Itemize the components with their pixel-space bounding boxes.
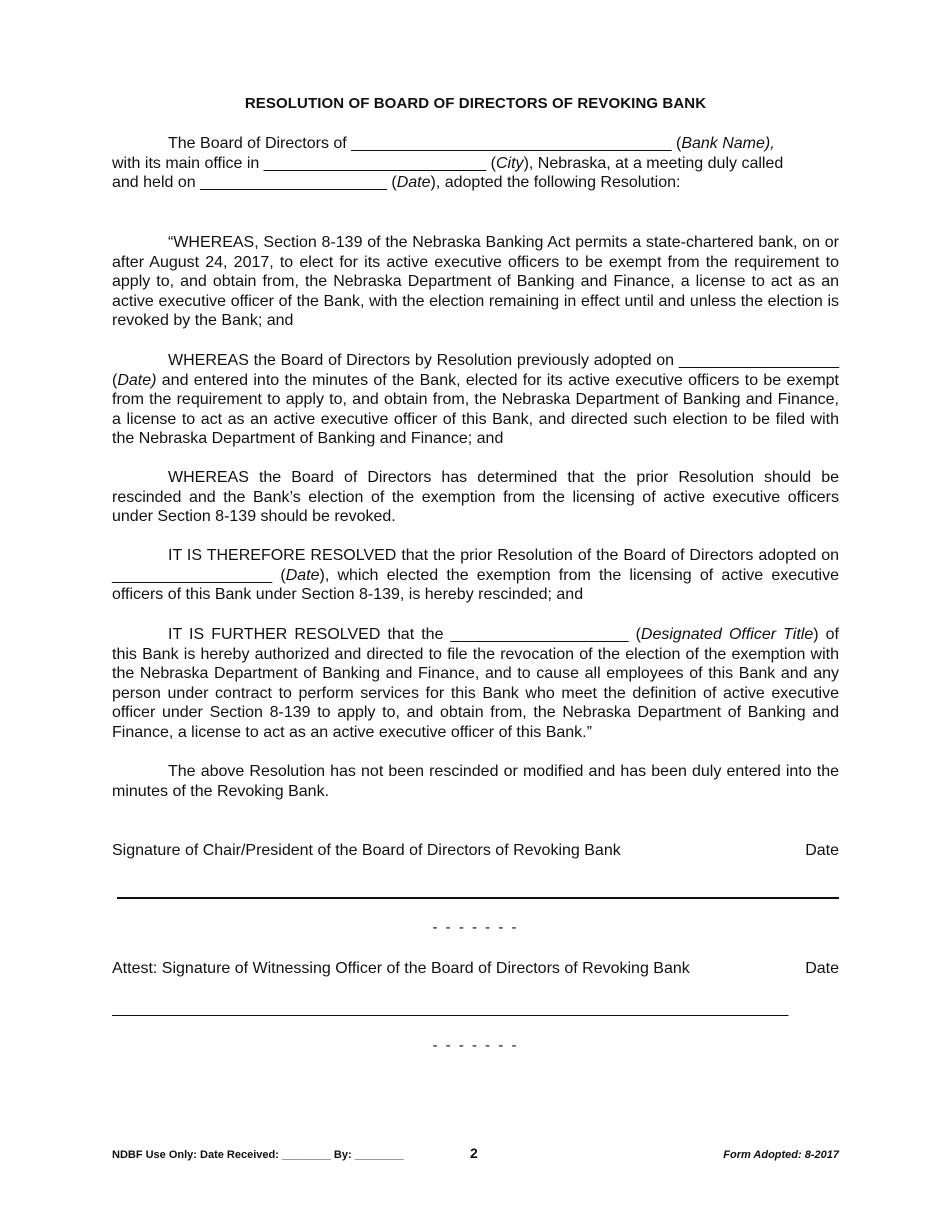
whereas-2-end: and entered into the minutes of the Bank, elected for its active executive officers to be exempt from the requirement to apply to, and obtain from, the Nebraska Department of Banking and Finance, a license to act as an active executive officer of this Bank, and directed such election to be filed with the Nebraska Department of Banking and Finance; and [112,371,839,448]
ndbf-use-only: NDBF Use Only: Date Received: ________ By: ________ [112,1149,404,1161]
whereas-paragraph-3: WHEREAS the Board of Directors has determined that the prior Resolution should be rescinded and the Bank’s election of the exemption from the licensing of active executive officers under Section 8-139 should be revoked. [112,469,839,526]
document-title: RESOLUTION OF BOARD OF DIRECTORS OF REVOKING BANK [244,95,707,112]
form-adopted: Form Adopted: 8-2017 [723,1149,839,1161]
resolved-2-end: ) of this Bank is hereby authorized and directed to file the revocation of the election of the exemption with the Nebraska Department of Banking and Finance, and to cause all employees of this Bank and any person under contract to perform services for this Bank who meet the definition of active executive officer under Section 8-139 to apply to, and obtain from, the Nebraska Department of Banking and Finance, a license to act as an active executive officer of this Bank.” [112,626,839,741]
resolved-1-date-hint: Date [285,566,320,584]
resolved-1-start: IT IS THEREFORE RESOLVED that the prior Resolution of the Board of Directors adopted on __________________ ( [112,547,839,584]
resolved-2-start: IT IS FURTHER RESOLVED that the ____________________ ( [168,626,641,643]
chair-signature-date-label: Date [805,842,839,859]
attest-signature-label: Attest: Signature of Witnessing Officer of the Board of Directors of Revoking Bank [112,960,690,977]
separator-2: - - - - - - - [432,1037,519,1054]
date-hint: Date [396,174,431,192]
intro-line-2-end: ), Nebraska, at a meeting duly called [523,154,784,172]
chair-signature-line [117,897,839,899]
whereas-paragraph-1: “WHEREAS, Section 8-139 of the Nebraska Banking Act permits a state-chartered bank, on or after August 24, 2017, to elect for its active executive officers to be exempt from the requirement to apply to, and obtain from, the Nebraska Department of Banking and Finance, a license to act as an active executive officer of the Bank, with the election remaining in effect until and unless the election is revoked by the Bank; and [112,234,839,330]
intro-line-2: with its main office in _________________________ ( [112,154,496,172]
officer-title-hint: Designated Officer Title [640,626,814,643]
resolved-paragraph-1 [112,546,839,605]
intro-line-3-end: ), adopted the following Resolution: [430,174,681,192]
separator-1: - - - - - - - [432,919,519,936]
city-hint: City [496,154,524,172]
chair-signature-label: Signature of Chair/President of the Board of Directors of Revoking Bank [112,842,621,859]
attest-signature-date-label: Date [805,960,839,977]
intro-line-3: and held on _____________________ ( [112,174,397,192]
closing-paragraph: The above Resolution has not been rescinded or modified and has been duly entered into the minutes of the Revoking Bank. [112,763,839,800]
intro-line-1: The Board of Directors of ____________________________________ ( [168,135,682,152]
whereas-2-start: WHEREAS the Board of Directors by Resolution previously adopted on __________________ ( [112,352,839,389]
bank-name-hint: Bank Name), [681,135,775,152]
resolved-1-end: ), which elected the exemption from the licensing of active executive officers of this Bank under Section 8-139, is hereby rescinded; and [112,566,839,604]
intro-paragraph [112,134,839,193]
resolved-paragraph-2 [112,625,839,743]
whereas-2-date-hint: Date) [117,371,157,389]
page-number: 2 [470,1145,478,1161]
attest-signature-line: ____________________________________________________________________________ [112,1000,789,1017]
whereas-paragraph-2 [112,351,839,449]
